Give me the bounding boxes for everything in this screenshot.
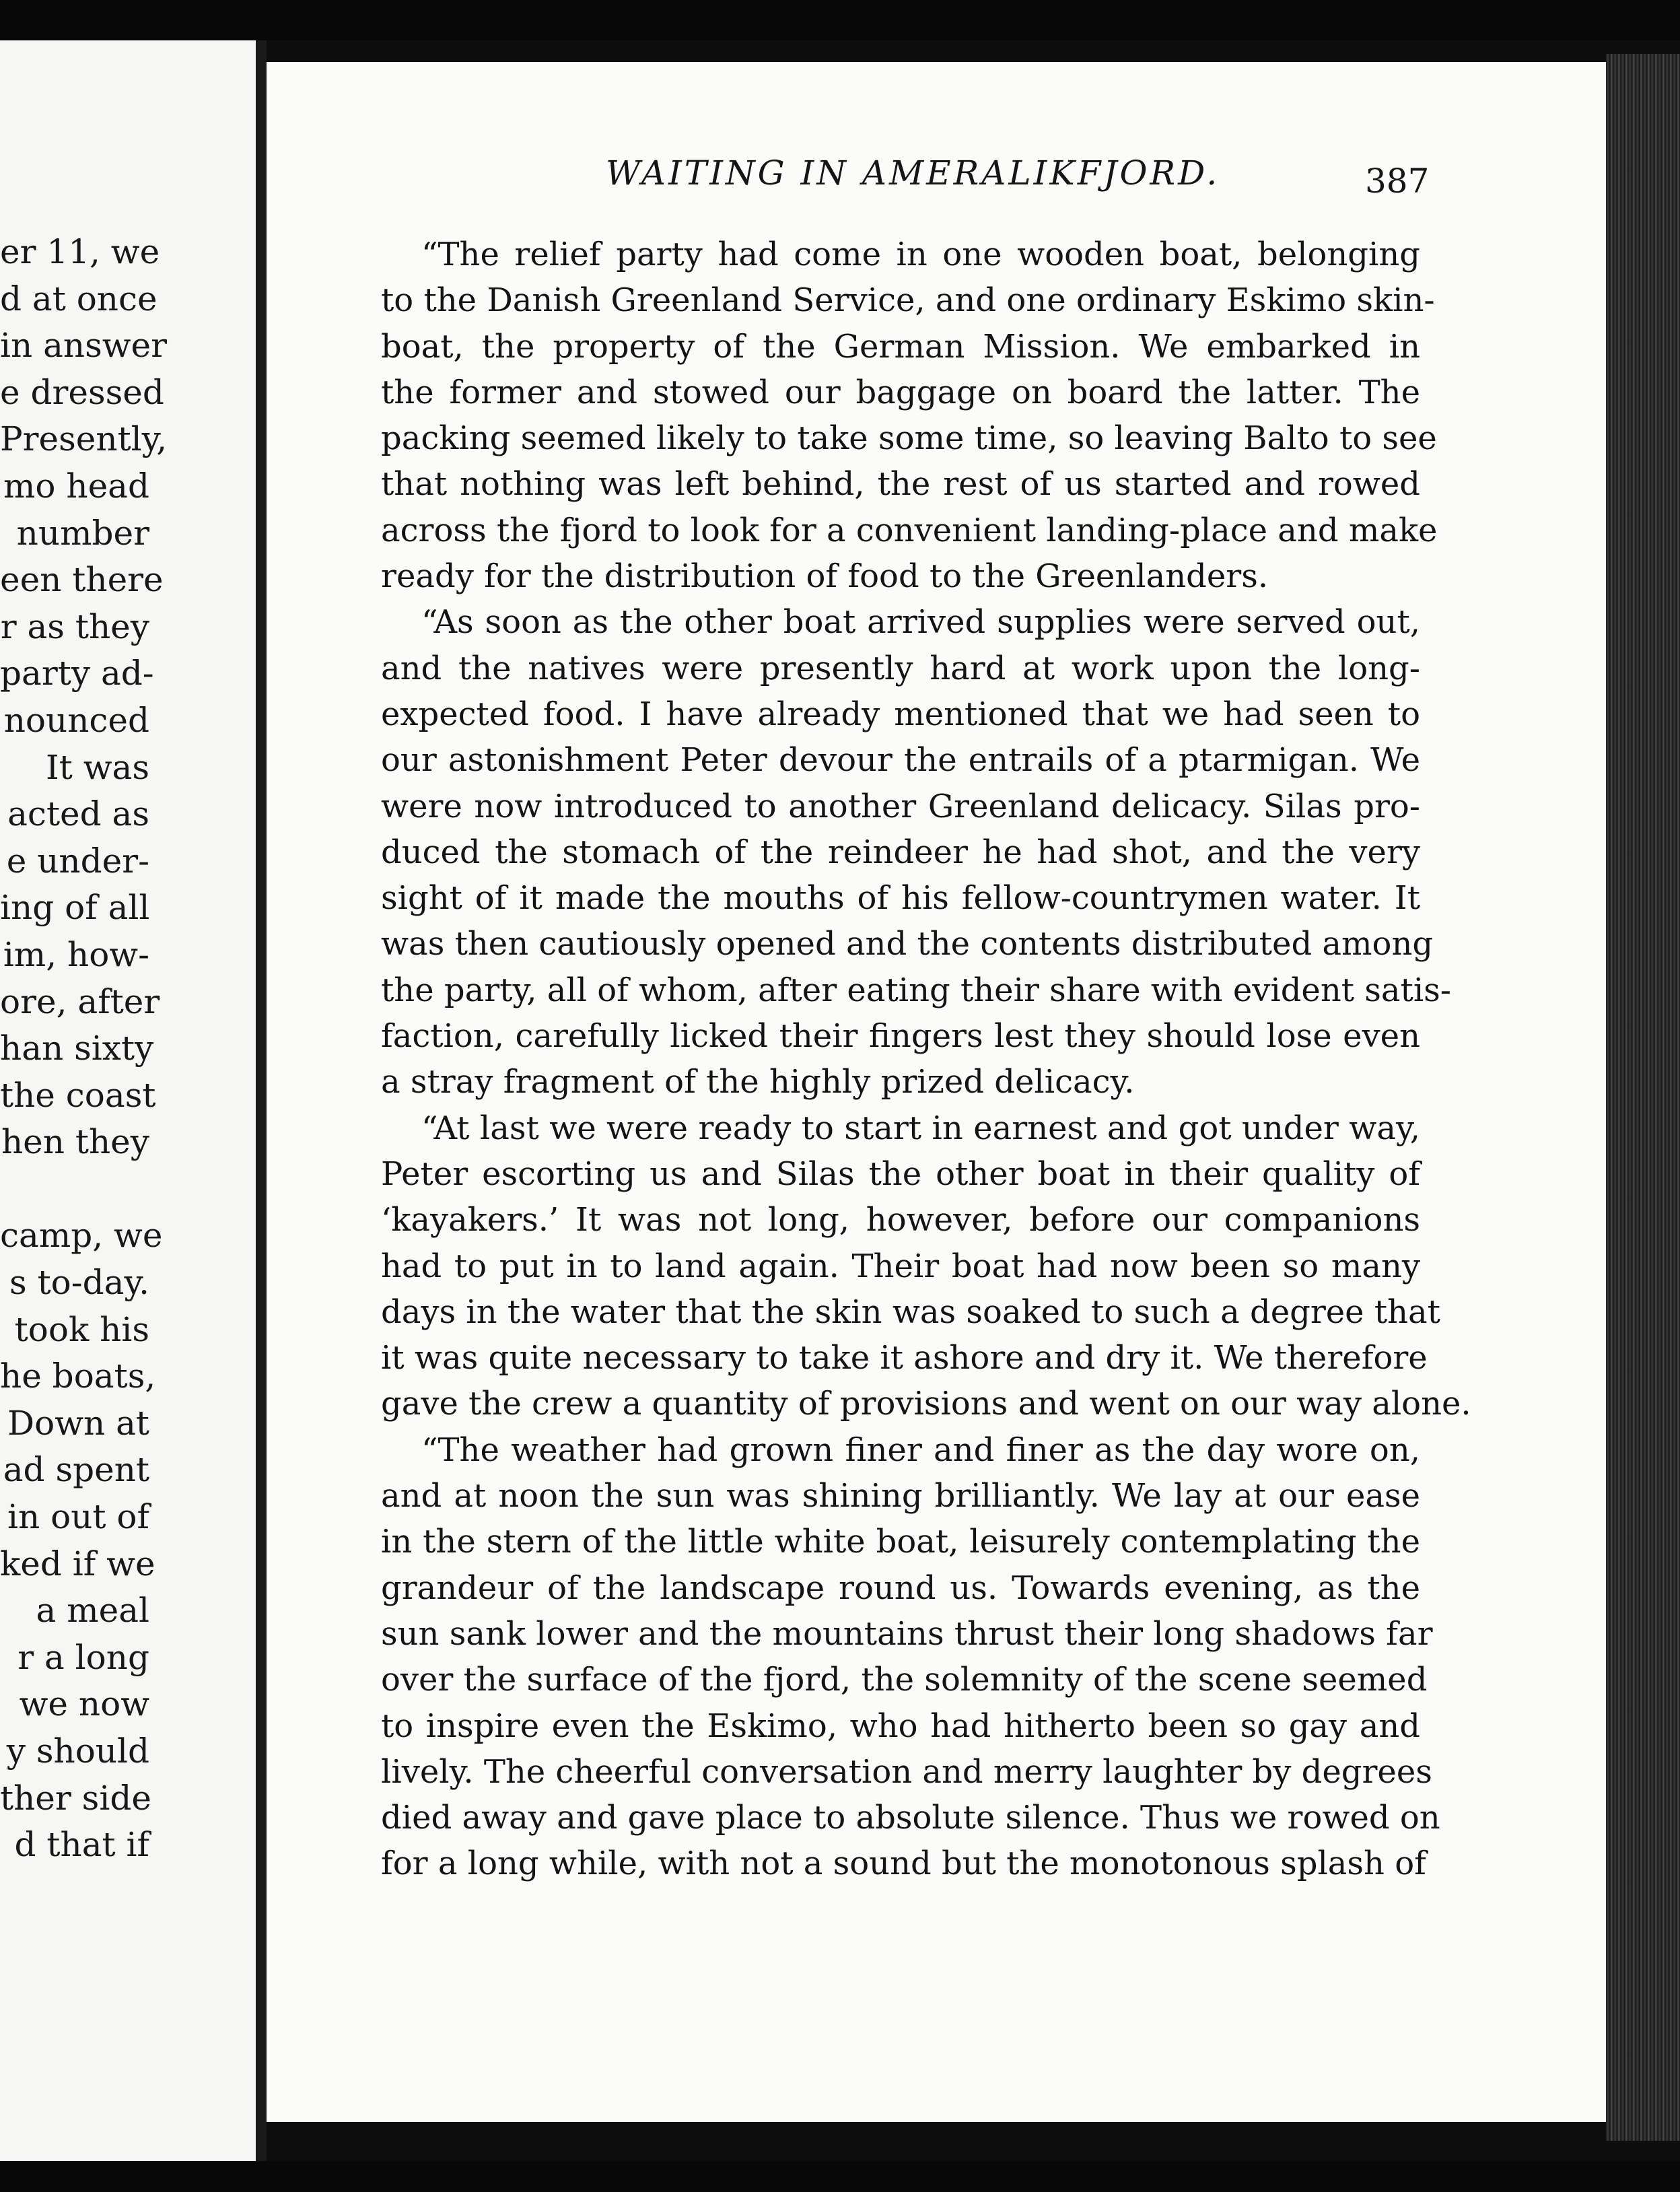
text-line: expected food. I have already mentioned that we had seen to xyxy=(381,695,1420,733)
text-line: Peter escorting us and Silas the other boat in their quality of xyxy=(381,1155,1420,1193)
text-line: across the fjord to look for a convenient landing-place and make xyxy=(381,511,1438,549)
text-line: the party, all of whom, after eating their share with evident satis- xyxy=(381,971,1452,1009)
left-page-line: he boats, xyxy=(0,1357,156,1396)
left-page-line: d that if xyxy=(14,1825,149,1865)
left-page-line: y should xyxy=(6,1732,149,1771)
left-page-line: party ad- xyxy=(0,654,154,693)
text-line: “As soon as the other boat arrived supplies were served out, xyxy=(421,603,1420,642)
left-page-line: d at once xyxy=(0,279,158,318)
text-line: and at noon the sun was shining brilliantly. We lay at our ease xyxy=(381,1477,1420,1515)
text-line: in the stern of the little white boat, leisurely contemplating the xyxy=(381,1523,1420,1561)
left-page-text xyxy=(0,229,168,1869)
text-line: ready for the distribution of food to the Greenlanders. xyxy=(381,557,1269,596)
text-line: our astonishment Peter devour the entrails of a ptarmigan. We xyxy=(381,741,1420,780)
text-line: died away and gave place to absolute silence. Thus we rowed on xyxy=(381,1799,1440,1837)
text-line: was then cautiously opened and the contents distributed among xyxy=(381,925,1434,963)
left-page-line: im, how- xyxy=(3,934,149,974)
text-line: for a long while, with not a sound but the monotonous splash of xyxy=(381,1845,1426,1883)
left-page-line: took his xyxy=(14,1309,149,1349)
left-page-line: s to-day. xyxy=(9,1263,149,1303)
text-line: “The weather had grown finer and finer as the day wore on, xyxy=(421,1431,1420,1469)
scan-top-border xyxy=(0,0,1680,40)
text-line: packing seemed likely to take some time, so leaving Balto to see xyxy=(381,419,1437,458)
left-page-line: een there xyxy=(0,560,164,600)
body-text xyxy=(381,232,1471,1887)
left-page-line: Down at xyxy=(7,1403,149,1443)
text-line: faction, carefully licked their fingers lest they should lose even xyxy=(381,1017,1420,1056)
left-page-line: ore, after xyxy=(0,982,160,1021)
text-line: over the surface of the fjord, the solemnity of the scene seemed xyxy=(381,1661,1428,1699)
left-page-line xyxy=(0,1166,149,1213)
text-line: days in the water that the skin was soaked to such a degree that xyxy=(381,1293,1440,1331)
text-line: to inspire even the Eskimo, who had hitherto been so gay and xyxy=(381,1707,1420,1745)
left-page-line: the coast xyxy=(0,1075,156,1115)
text-line: a stray fragment of the highly prized delicacy. xyxy=(381,1063,1135,1101)
left-page-line: mo head xyxy=(3,466,149,506)
left-page-line: ked if we xyxy=(0,1544,155,1583)
running-head: WAITING IN AMERALIKFJORD. xyxy=(606,153,1220,193)
left-page-line: er 11, we xyxy=(0,232,160,271)
left-page-line: in answer xyxy=(0,326,168,366)
left-page-line: camp, we xyxy=(0,1216,163,1256)
left-page-line: we now xyxy=(19,1684,149,1724)
left-page-line: It was xyxy=(45,747,149,787)
left-page-line: ad spent xyxy=(3,1450,149,1490)
left-page-line: r a long xyxy=(18,1637,149,1677)
left-page-line: e dressed xyxy=(0,372,164,412)
left-page xyxy=(0,40,264,2161)
text-line: “At last we were ready to start in earnest and got under way, xyxy=(421,1109,1420,1147)
left-page-line: han sixty xyxy=(0,1029,154,1068)
page-edges xyxy=(1606,54,1680,2141)
text-line: ‘kayakers.’ It was not long, however, before our companions xyxy=(381,1201,1420,1239)
left-page-line: nounced xyxy=(3,700,149,740)
left-page-line: number xyxy=(16,513,149,553)
left-page-line: ing of all xyxy=(0,888,150,928)
text-line: to the Danish Greenland Service, and one ordinary Eskimo skin- xyxy=(381,281,1435,320)
left-page-line: acted as xyxy=(7,794,149,834)
text-line: “The relief party had come in one wooden boat, belonging xyxy=(421,236,1420,273)
left-page-line: r as they xyxy=(0,607,149,646)
text-line: duced the stomach of the reindeer he had shot, and the very xyxy=(381,833,1420,871)
text-line: that nothing was left behind, the rest of us started and rowed xyxy=(381,465,1420,504)
text-line: sight of it made the mouths of his fellow-countrymen water. It xyxy=(381,879,1420,918)
text-line: boat, the property of the German Mission. We embarked in xyxy=(381,327,1420,366)
text-line: sun sank lower and the mountains thrust their long shadows far xyxy=(381,1614,1433,1653)
text-line: lively. The cheerful conversation and merry laughter by degrees xyxy=(381,1752,1432,1791)
scan-bottom-border xyxy=(0,2161,1680,2192)
left-page-line: Presently, xyxy=(0,419,168,459)
text-line: and the natives were presently hard at work upon the long- xyxy=(381,649,1420,687)
text-line: had to put in to land again. Their boat had now been so many xyxy=(381,1247,1420,1285)
text-line: gave the crew a quantity of provisions and went on our way alone. xyxy=(381,1385,1471,1423)
text-line: were now introduced to another Greenland delicacy. Silas pro- xyxy=(381,787,1420,825)
text-line: the former and stowed our baggage on board the latter. The xyxy=(381,373,1420,411)
text-line: grandeur of the landscape round us. Towards evening, as the xyxy=(381,1569,1420,1607)
left-page-line: hen they xyxy=(1,1122,149,1162)
left-page-line: in out of xyxy=(7,1497,149,1537)
page-number: 387 xyxy=(1365,162,1430,201)
book-gutter xyxy=(256,40,267,2161)
text-line: it was quite necessary to take it ashore and dry it. We therefore xyxy=(381,1339,1428,1377)
left-page-line: a meal xyxy=(36,1591,149,1631)
left-page-line: e under- xyxy=(6,841,149,881)
left-page-line: ther side xyxy=(0,1778,151,1818)
